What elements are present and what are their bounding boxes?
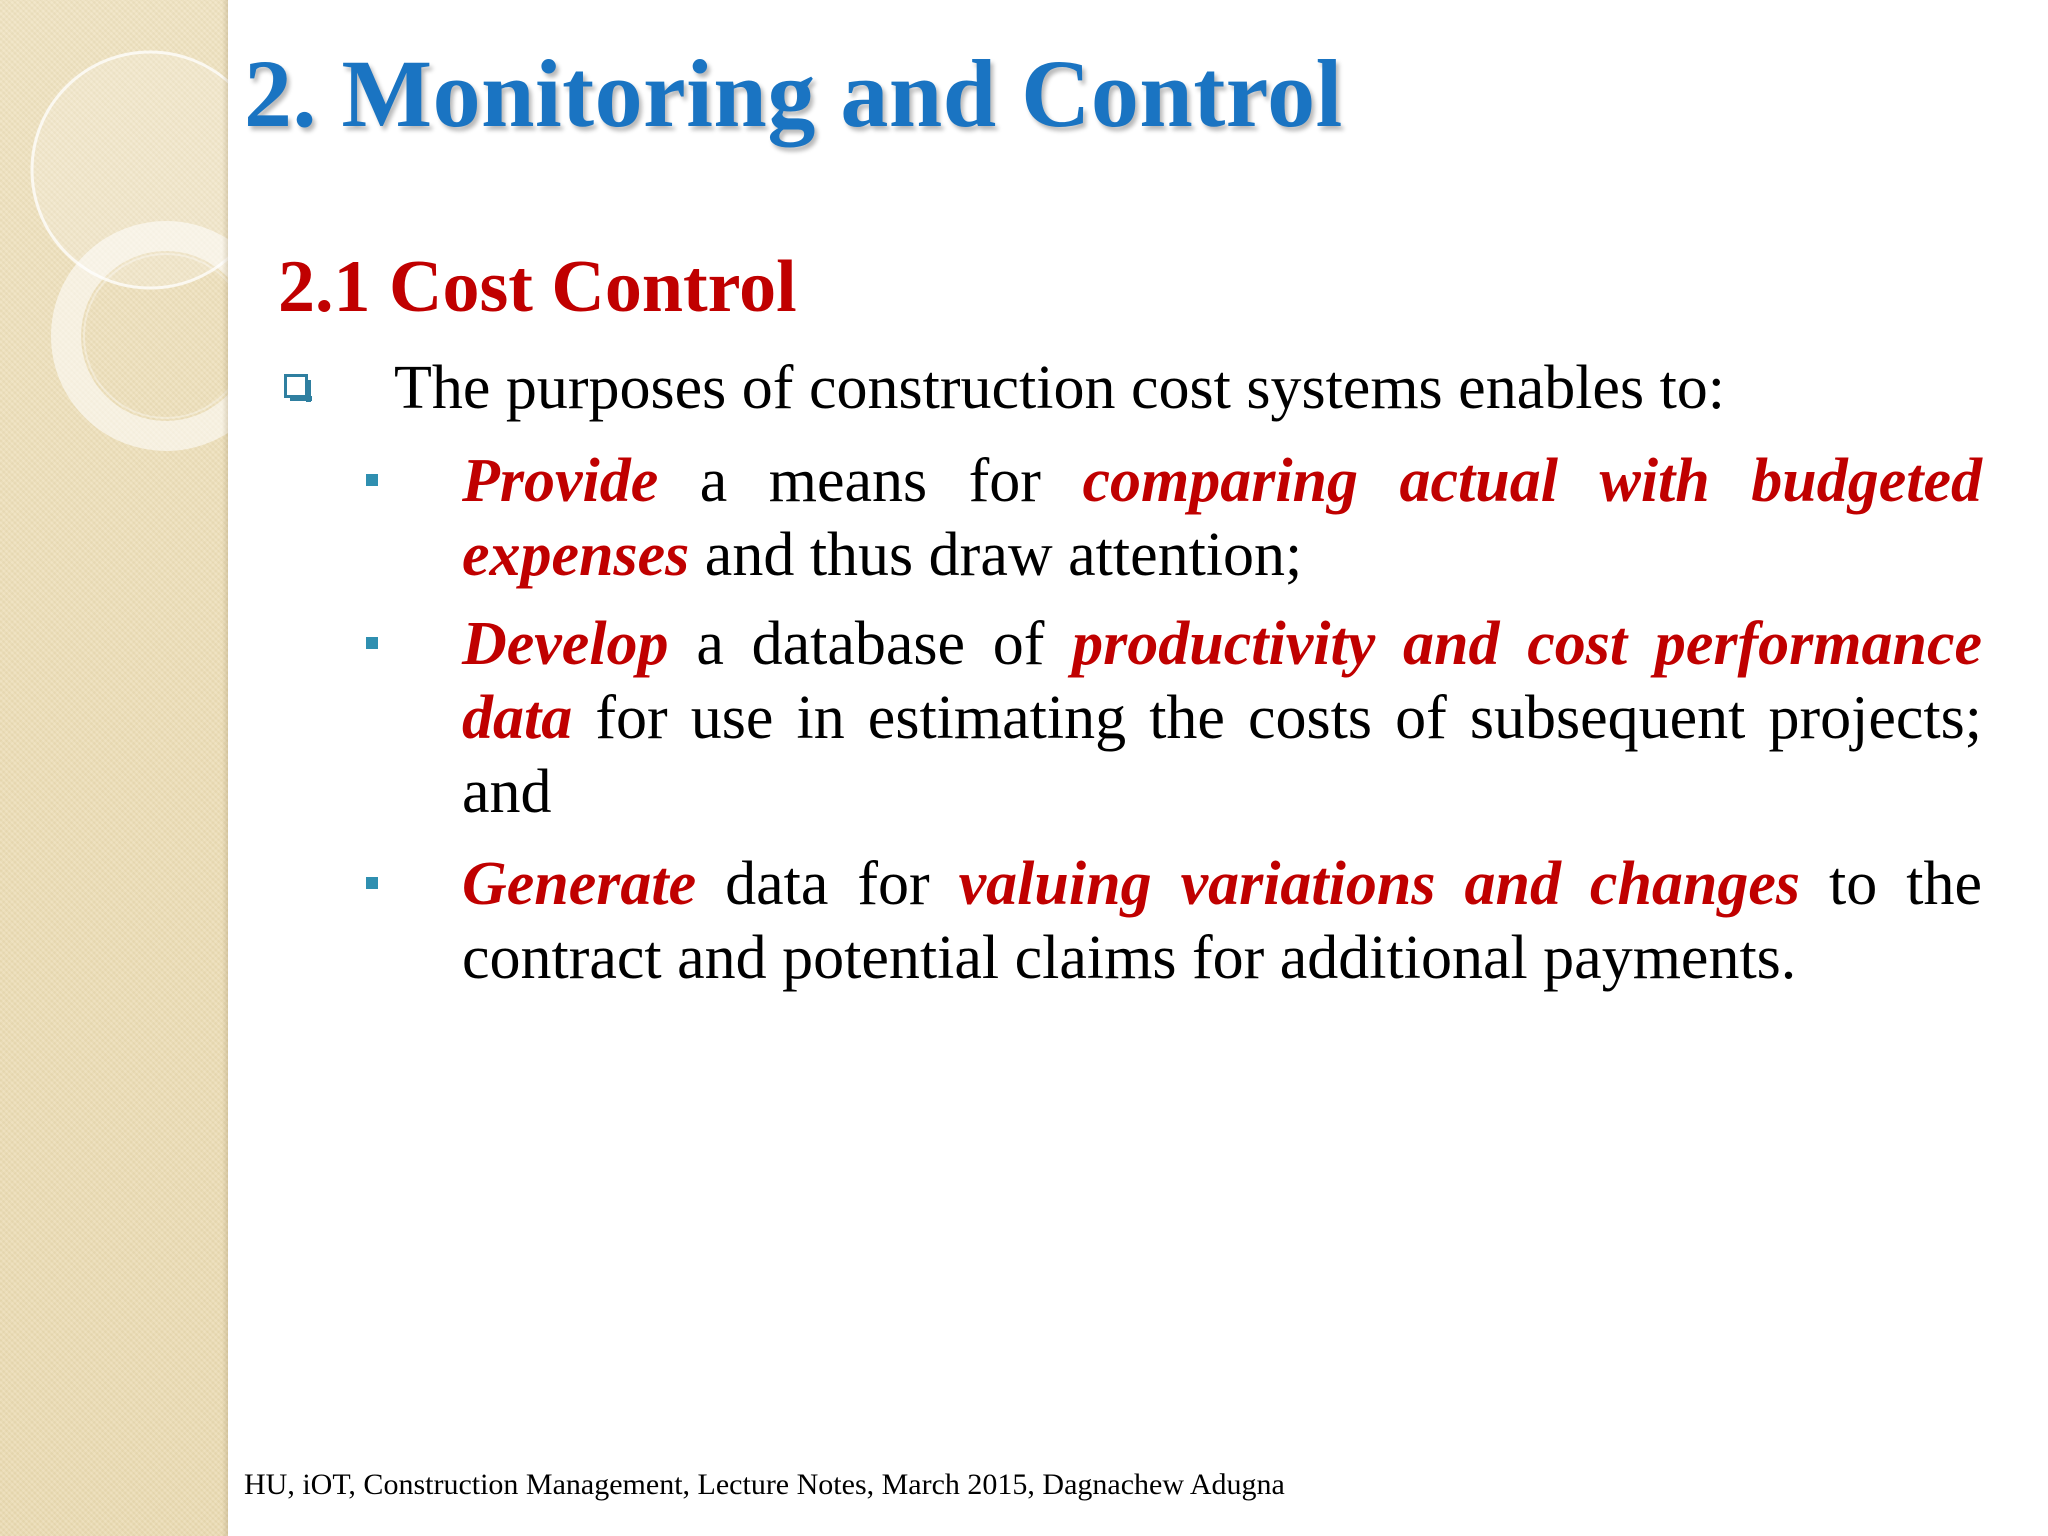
panel-edge-shadow [222, 0, 228, 1536]
plain-text: a database of [668, 610, 1073, 678]
plain-text: data for [696, 850, 959, 918]
square-bullet-icon [366, 877, 378, 889]
slide-footer: HU, iOT, Construction Management, Lecture Notes, March 2015, Dagnachew Adugna [244, 1468, 1285, 1501]
decorative-rings [0, 0, 228, 1536]
sub-bullet-text [462, 847, 1982, 995]
decorative-side-panel [0, 0, 228, 1536]
hollow-square-bullet-icon [284, 374, 308, 398]
section-heading: 2.1 Cost Control [278, 246, 797, 328]
plain-text: for use in estimating the costs of subsequent projects; and [462, 684, 1982, 826]
slide-title: 2. Monitoring and Control [244, 40, 1343, 147]
emphasis-phrase: productivity and cost performance data [462, 610, 1982, 752]
emphasis-phrase: comparing actual with budgeted expenses [462, 447, 1983, 589]
emphasis-lead: Develop [462, 610, 669, 678]
main-bullet-text: The purposes of construction cost systems enables to: [394, 354, 1726, 422]
plain-text: and thus draw attention; [689, 521, 1303, 589]
main-bullet-item [278, 352, 1998, 432]
square-bullet-icon [366, 637, 378, 649]
emphasis-phrase: valuing variations and changes [958, 850, 1801, 918]
sub-bullet-text [462, 444, 1982, 592]
emphasis-lead: Generate [462, 850, 697, 918]
square-bullet-icon [366, 474, 378, 486]
plain-text: to the contract and potential claims for additional payments. [462, 850, 1982, 992]
emphasis-lead: Provide [462, 447, 659, 515]
sub-bullet-text [462, 607, 1982, 829]
plain-text: a means for [658, 447, 1083, 515]
